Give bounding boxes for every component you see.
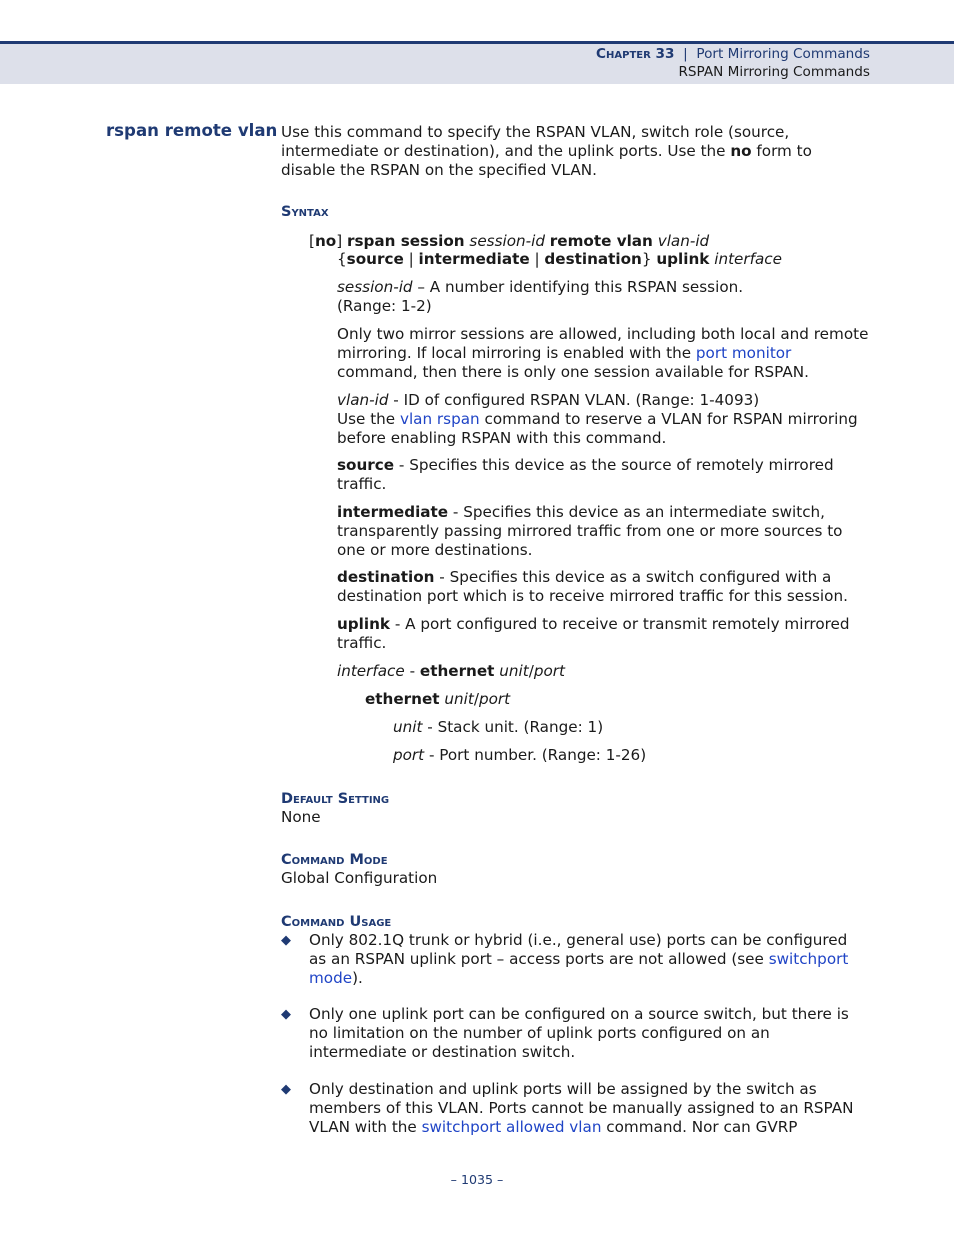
bullet-diamond-icon: ◆ [281,933,291,948]
header-section: RSPAN Mirroring Commands [678,64,870,80]
default-setting-heading: Default Setting [281,791,390,807]
usage-bullet-2: ◆ Only one uplink port can be configured on a source switch, but there is no limitation on the number of uplink ports configured on an intermediate or destination switch. [281,1005,849,1061]
command-intro: Use this command to specify the RSPAN VLAN, switch role (source, intermediate or destination), and the uplink ports. Use the no form to disable the RSPAN on the specified VLAN. [281,123,812,179]
usage-bullet-1: ◆ Only 802.1Q trunk or hybrid (i.e., general use) ports can be configured as an RSPAN uplink port – access ports are not allowed (see switchport mode). [281,931,849,987]
switchport-mode-link[interactable]: switchport mode [309,950,849,987]
usage-bullet-3: ◆ Only destination and uplink ports will be assigned by the switch as members of this VLAN. Ports cannot be manually assigned to an RSPAN VLAN with the switchport allowed vlan command. Nor can GVRP [281,1080,854,1136]
command-mode-heading: Command Mode [281,852,388,868]
vlan-rspan-link[interactable]: vlan rspan [399,410,480,428]
bullet-diamond-icon: ◆ [281,1007,291,1022]
param-source: source - Specifies this device as the source of remotely mirrored traffic. [337,456,834,493]
chapter-title: Port Mirroring Commands [696,46,870,62]
header-separator: | [683,46,688,62]
bullet-diamond-icon: ◆ [281,1082,291,1097]
port-monitor-link[interactable]: port monitor [695,344,792,362]
default-setting-value: None [281,808,321,826]
syntax-line-1: [no] rspan session session-id remote vlan vlan-id [309,232,710,250]
param-vlan-id: vlan-id - ID of configured RSPAN VLAN. (Range: 1-4093) Use the vlan rspan command to reserve a VLAN for RSPAN mirroring before enabling RSPAN with this command. [337,391,858,447]
param-session-id: session-id – A number identifying this RSPAN session. (Range: 1-2) [337,278,744,315]
header-chapter-line [596,45,870,63]
param-destination: destination - Specifies this device as a switch configured with a destination port which is to receive mirrored traffic for this session. [337,568,848,605]
syntax-heading: Syntax [281,204,329,220]
switchport-allowed-vlan-link[interactable]: switchport allowed vlan [421,1118,602,1136]
page-number: – 1035 – [450,1172,504,1187]
param-port: port - Port number. (Range: 1-26) [393,746,647,764]
syntax-line-2: {source | intermediate | destination} uplink interface [337,250,782,268]
command-usage-heading: Command Usage [281,914,392,930]
chapter-label: Chapter 33 [596,46,675,62]
command-name: rspan remote vlan [106,121,278,140]
param-unit: unit - Stack unit. (Range: 1) [393,718,604,736]
param-intermediate: intermediate - Specifies this device as an intermediate switch, transparently passing mirrored traffic from one or more sources to one or more destinations. [337,503,843,559]
param-session-note: Only two mirror sessions are allowed, including both local and remote mirroring. If local mirroring is enabled with the port monitor command, then there is only one session available for RSPAN. [337,325,869,381]
param-interface: interface - ethernet unit/port [337,662,565,680]
param-ethernet: ethernet unit/port [365,690,511,708]
command-mode-value: Global Configuration [281,869,438,887]
param-uplink: uplink - A port configured to receive or transmit remotely mirrored traffic. [337,615,850,652]
